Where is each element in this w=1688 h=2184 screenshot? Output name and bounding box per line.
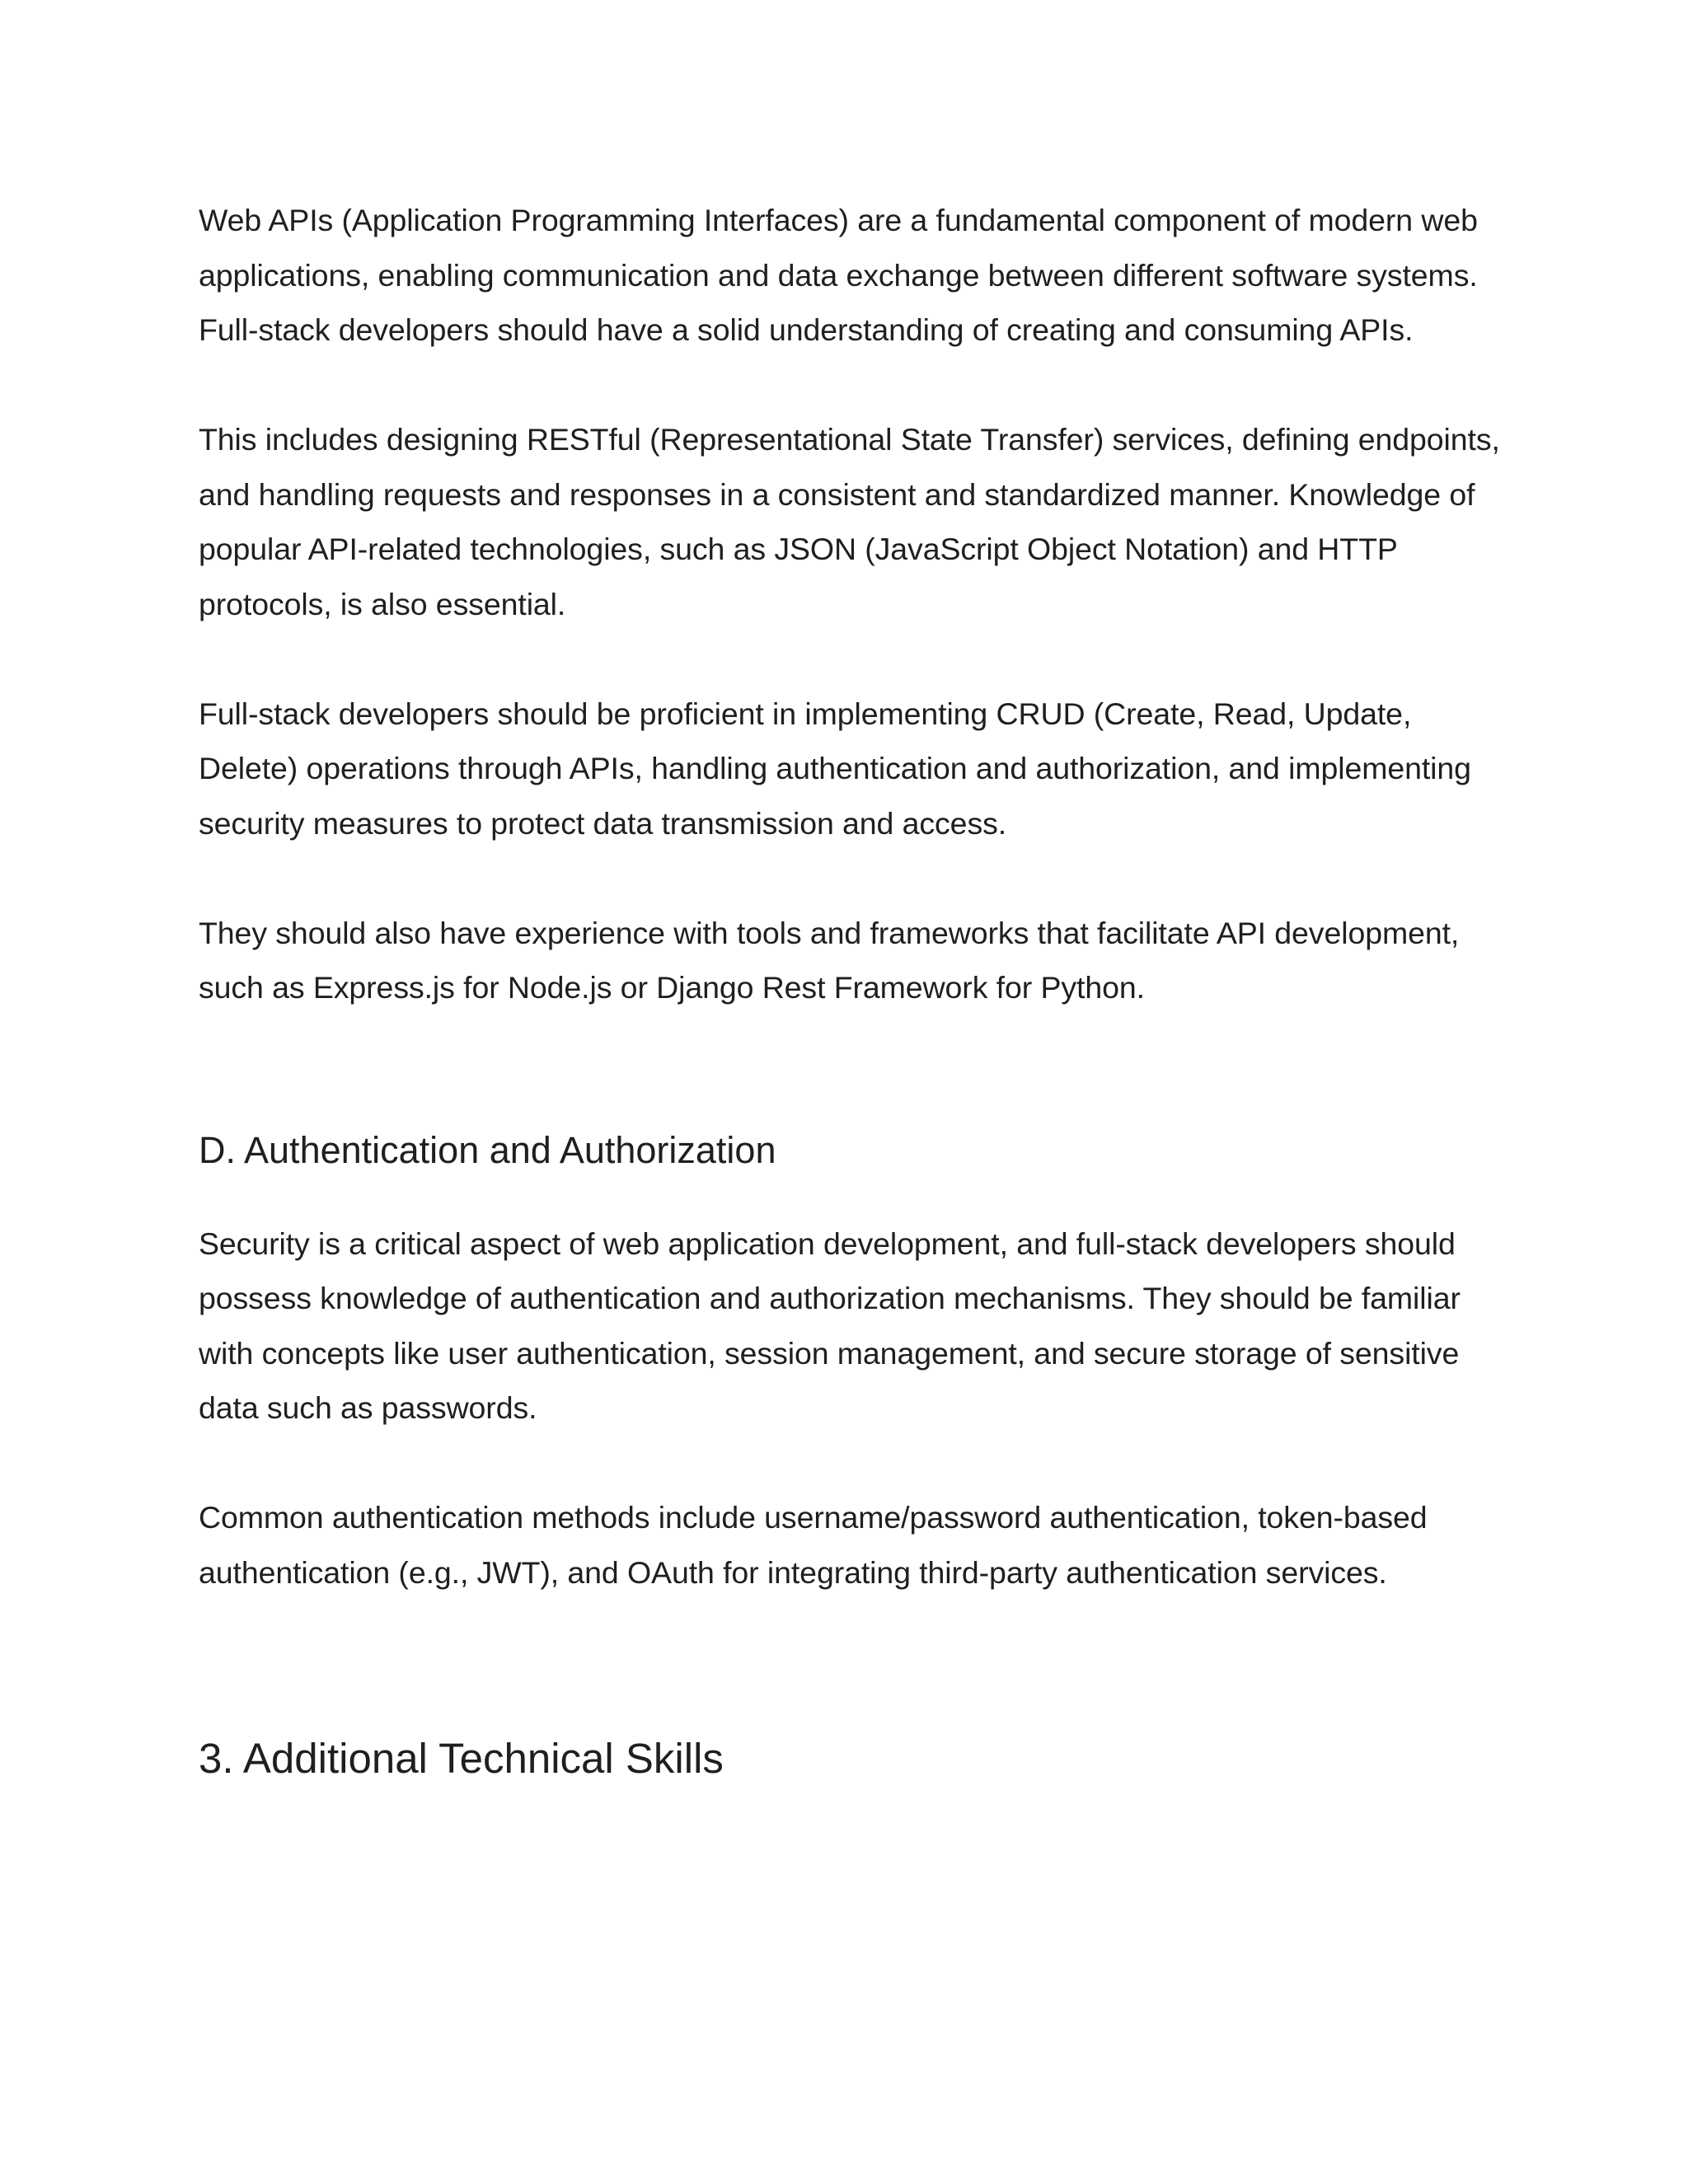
subsection-heading-authentication: D. Authentication and Authorization [199, 1128, 776, 1171]
paragraph-crud-operations: Full-stack developers should be proficient in implementing CRUD (Create, Read, Update, Delete) operations through APIs, handling authentication and authorization, and implementing security measures to protect data transmission and access. [199, 696, 1471, 841]
paragraph-security-aspect: Security is a critical aspect of web application development, and full-stack developers should possess knowledge of authentication and authorization mechanisms. They should be familiar with concepts like user authentication, session management, and secure storage of sensitive data such as passwords. [199, 1226, 1461, 1425]
paragraph-web-apis-intro: Web APIs (Application Programming Interfaces) are a fundamental component of modern web applications, enabling communication and data exchange between different software systems. Full-stack developers should have a solid understanding of creating and consuming APIs. [199, 203, 1478, 347]
paragraph-auth-methods: Common authentication methods include username/password authentication, token-based authentication (e.g., JWT), and OAuth for integrating third-party authentication services. [199, 1500, 1428, 1590]
paragraph-api-tools: They should also have experience with tools and frameworks that facilitate API development, such as Express.js for Node.js or Django Rest Framework for Python. [199, 915, 1460, 1005]
section-heading-additional-skills: 3. Additional Technical Skills [199, 1735, 724, 1782]
paragraph-restful-services: This includes designing RESTful (Representational State Transfer) services, defining endpoints, and handling requests and responses in a consistent and standardized manner. Knowledge of popular API-related technologies, such as JSON (JavaScript Object Notation) and HTTP protocols, is also essential. [199, 422, 1500, 621]
document-body [199, 193, 1501, 1788]
